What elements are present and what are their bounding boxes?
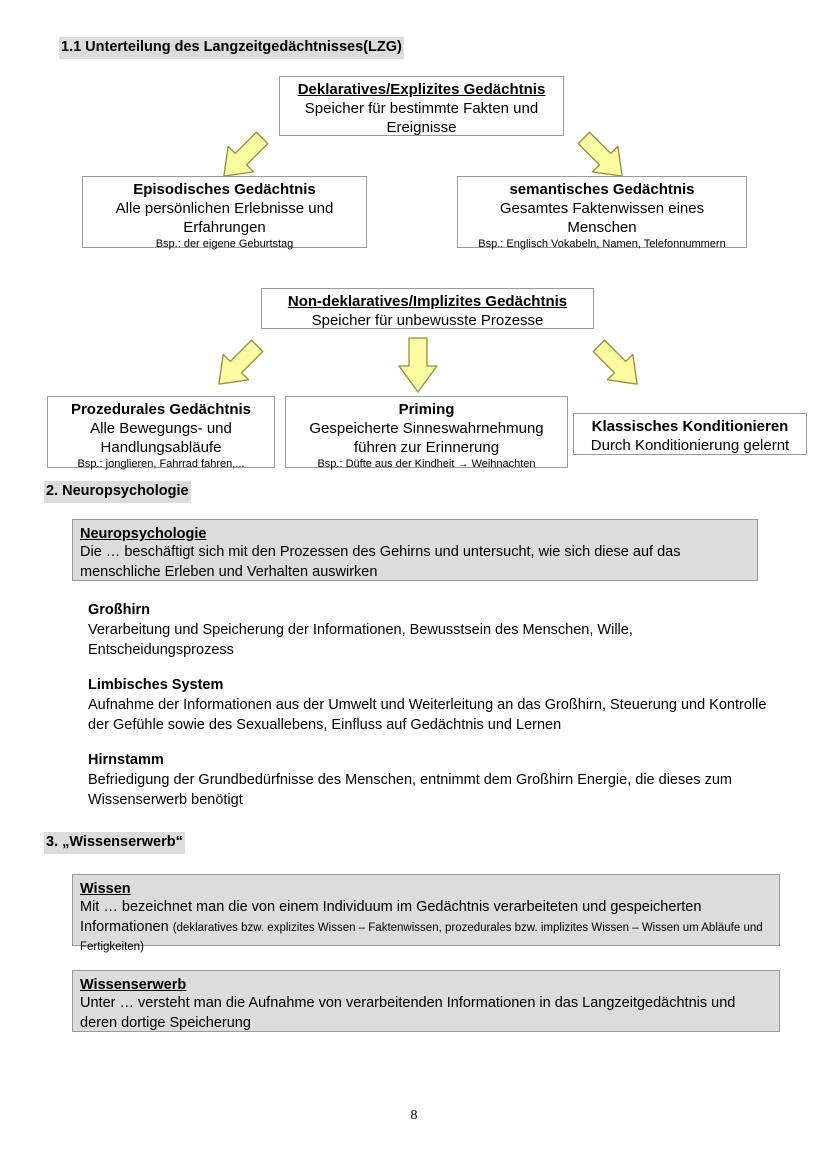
declarative-title: Deklaratives/Explizites Gedächtnis bbox=[297, 81, 546, 98]
semantic-line2: Menschen bbox=[567, 219, 637, 236]
section-heading-3: 3. „Wissenserwerb“ bbox=[44, 832, 185, 854]
diagram-box-semantic bbox=[457, 176, 747, 248]
grosshirn-title: Großhirn bbox=[88, 602, 151, 618]
paragraph-limbisches-system bbox=[88, 676, 770, 735]
neuropsychologie-def-text: Die … beschäftigt sich mit den Prozessen des Gehirns und untersucht, wie sich diese auf das menschliche Erleben und Verhalten auswirken bbox=[80, 544, 681, 580]
declarative-line2: Ereignisse bbox=[386, 119, 457, 136]
hirnstamm-text: Befriedigung der Grundbedürfnisse des Menschen, entnimmt dem Großhirn Energie, die dieses zum Wissenserwerb benötigt bbox=[88, 772, 732, 808]
priming-example: Bsp.: Düfte aus der Kindheit → Weihnachten bbox=[317, 458, 536, 470]
wissen-text-main: Mit … bezeichnet man die von einem Individuum im Gedächtnis verarbeiteten und gespeicherten Informationen bbox=[80, 899, 702, 935]
procedural-example: Bsp.: jonglieren, Fahrrad fahren,... bbox=[77, 458, 245, 470]
paragraph-grosshirn bbox=[88, 601, 770, 660]
definition-box-neuropsychologie bbox=[72, 519, 758, 581]
limbisches-system-title: Limbisches System bbox=[88, 677, 224, 693]
arrow-nondecl-to-priming bbox=[396, 336, 440, 394]
declarative-line1: Speicher für bestimmte Fakten und bbox=[304, 100, 539, 117]
episodic-title: Episodisches Gedächtnis bbox=[133, 181, 316, 198]
diagram-box-procedural bbox=[47, 396, 275, 468]
diagram-box-nondeclarative bbox=[261, 288, 594, 329]
semantic-title: semantisches Gedächtnis bbox=[509, 181, 695, 198]
hirnstamm-title: Hirnstamm bbox=[88, 752, 164, 768]
wissenserwerb-title: Wissenserwerb bbox=[80, 977, 187, 993]
arrow-nondecl-to-conditioning bbox=[578, 334, 658, 396]
neuropsychologie-def-title: Neuropsychologie bbox=[80, 526, 207, 542]
episodic-line1: Alle persönlichen Erlebnisse und bbox=[115, 200, 334, 217]
definition-box-wissen bbox=[72, 874, 780, 953]
nondeclarative-title: Non-deklaratives/Implizites Gedächtnis bbox=[287, 293, 568, 310]
diagram-box-declarative bbox=[279, 76, 564, 136]
diagram-box-conditioning bbox=[573, 413, 807, 455]
procedural-line2: Handlungsabläufe bbox=[100, 439, 222, 456]
section-heading-2: 2. Neuropsychologie bbox=[44, 481, 191, 503]
episodic-example: Bsp.: der eigene Geburtstag bbox=[155, 238, 294, 250]
wissen-text bbox=[80, 898, 772, 957]
diagram-box-episodic bbox=[82, 176, 367, 248]
definition-box-wissenserwerb bbox=[72, 970, 780, 1032]
grosshirn-text: Verarbeitung und Speicherung der Informationen, Bewusstsein des Menschen, Wille, Entscheidungsprozess bbox=[88, 622, 633, 658]
wissenserwerb-text: Unter … versteht man die Aufnahme von verarbeitenden Informationen in das Langzeitgedächtnis und deren dortige Speicherung bbox=[80, 995, 736, 1031]
limbisches-system-text: Aufnahme der Informationen aus der Umwelt und Weiterleitung an das Großhirn, Steuerung und Kontrolle der Gefühle sowie des Sexuallebens, Einfluss auf Gedächtnis und Lernen bbox=[88, 697, 767, 733]
priming-line2: führen zur Erinnerung bbox=[353, 439, 500, 456]
nondeclarative-line1: Speicher für unbewusste Prozesse bbox=[311, 312, 544, 329]
section-heading-1-1: 1.1 Unterteilung des Langzeitgedächtnisses(LZG) bbox=[59, 37, 404, 59]
diagram-box-priming bbox=[285, 396, 568, 468]
wissen-title: Wissen bbox=[80, 881, 131, 897]
arrow-nondecl-to-procedural bbox=[198, 334, 278, 396]
paragraph-hirnstamm bbox=[88, 751, 770, 810]
semantic-example: Bsp.: Englisch Vokabeln, Namen, Telefonnummern bbox=[478, 238, 726, 250]
episodic-line2: Erfahrungen bbox=[183, 219, 266, 236]
conditioning-line1: Durch Konditionierung gelernt bbox=[590, 437, 790, 454]
procedural-title: Prozedurales Gedächtnis bbox=[70, 401, 252, 418]
procedural-line1: Alle Bewegungs- und bbox=[90, 420, 232, 437]
page-number: 8 bbox=[410, 1108, 418, 1123]
priming-line1: Gespeicherte Sinneswahrnehmung bbox=[309, 420, 544, 437]
conditioning-title: Klassisches Konditionieren bbox=[591, 418, 789, 435]
priming-title: Priming bbox=[398, 401, 455, 418]
wissen-text-small: (deklaratives bzw. explizites Wissen – Faktenwissen, prozedurales bzw. implizites Wissen – Wissen um Abläufe und Fertigkeiten) bbox=[80, 921, 763, 953]
semantic-line1: Gesamtes Faktenwissen eines bbox=[499, 200, 705, 217]
